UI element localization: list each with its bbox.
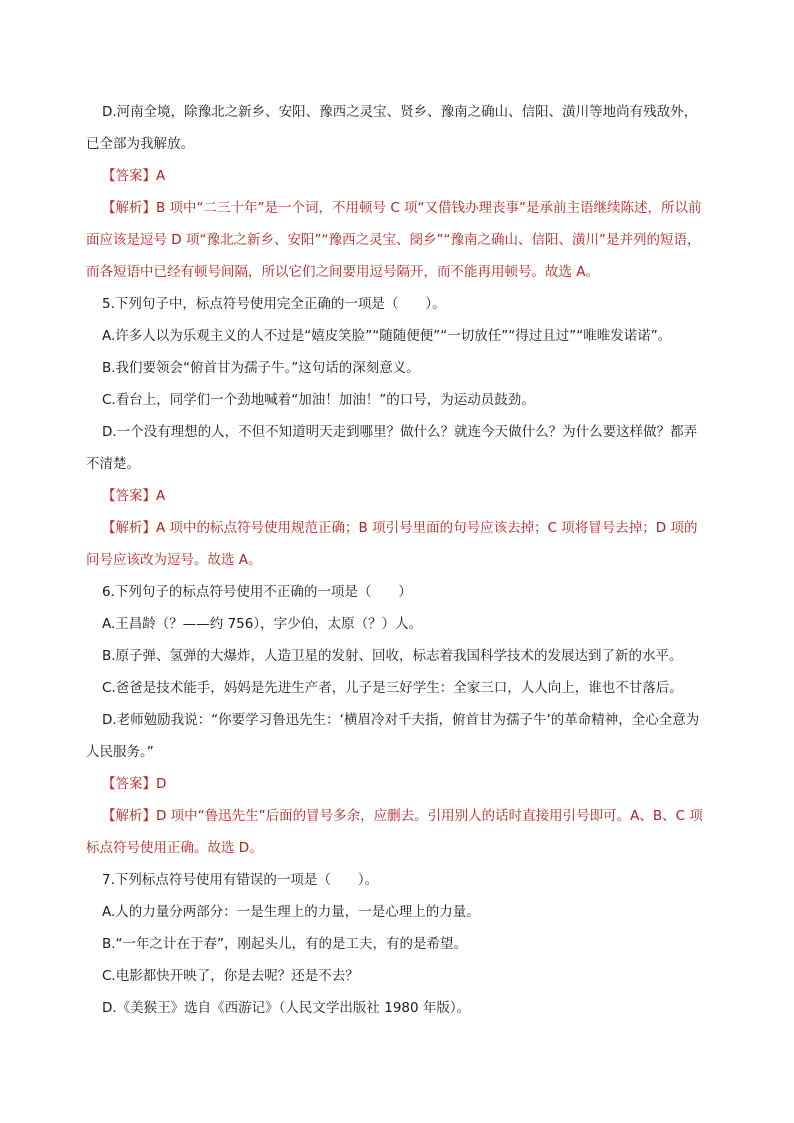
analysis-text: D 项中“鲁迅先生”后面的冒号多余，应删去。引用别人的话时直接用引号即可。A、B、C 项标点符号使用正确。故选 D。 xyxy=(86,808,703,856)
q6-analysis xyxy=(86,800,708,864)
answer-label: 【答案】 xyxy=(102,776,156,792)
q5-option-d: D.一个没有理想的人，不但不知道明天走到哪里？做什么？就连今天做什么？为什么要这样做？都弄不清楚。 xyxy=(86,424,698,472)
q7-option-a: A.人的力量分两部分：一是生理上的力量，一是心理上的力量。 xyxy=(102,904,480,920)
analysis-label: 【解析】 xyxy=(102,200,156,216)
q5-option-b: B.我们要领会“俯首甘为孺子牛。”这句话的深刻意义。 xyxy=(102,360,420,376)
answer-value: A xyxy=(156,168,166,184)
analysis-text: B 项中“二三十年”是一个词，不用顿号 C 项“又借钱办理丧事”是承前主语继续陈述，所以前面应该是逗号 D 项“豫北之新乡、安阳”“豫西之灵宝、阌乡”“豫南之确山、信阳、潢川”是并列的短语，而各短语中已经有顿号间隔，所以它们之间要用逗号隔开，而不能再用顿号。故选 A。 xyxy=(86,200,702,280)
answer-value: A xyxy=(156,488,166,504)
analysis-label: 【解析】 xyxy=(102,808,156,824)
q6-option-a: A.王昌龄（？——约 756），字少伯，太原（？）人。 xyxy=(102,616,423,632)
q4-option-d: D.河南全境，除豫北之新乡、安阳、豫西之灵宝、贤乡、豫南之确山、信阳、潢川等地尚有残敌外，已全部为我解放。 xyxy=(86,104,698,152)
q5-option-a: A.许多人以为乐观主义的人不过是“嬉皮笑脸”“随随便便”“一切放任”“得过且过”“唯唯发诺诺”。 xyxy=(102,328,672,344)
q7-stem: 7.下列标点符号使用有错误的一项是（ ）。 xyxy=(102,872,379,888)
q4-analysis xyxy=(86,192,708,288)
q7-option-b: B.“一年之计在于春”，刚起头儿，有的是工夫，有的是希望。 xyxy=(102,936,468,952)
q7-option-d: D.《美猴王》选自《西游记》（人民文学出版社 1980 年版）。 xyxy=(102,1000,471,1016)
q6-answer xyxy=(86,768,708,800)
q5-answer xyxy=(86,480,708,512)
q7-option-c: C.电影都快开映了，你是去呢？还是不去？ xyxy=(102,968,359,984)
q6-option-d: D.老师勉励我说：“你要学习鲁迅先生：‘横眉冷对千夫指，俯首甘为孺子牛’的革命精神，全心全意为人民服务。” xyxy=(86,712,700,760)
answer-value: D xyxy=(156,776,167,792)
analysis-label: 【解析】 xyxy=(102,520,156,536)
q5-option-c: C.看台上，同学们一个劲地喊着“加油！加油！”的口号，为运动员鼓劲。 xyxy=(102,392,535,408)
answer-label: 【答案】 xyxy=(102,488,156,504)
q5-stem: 5.下列句子中，标点符号使用完全正确的一项是（ ）。 xyxy=(102,296,446,312)
q6-option-c: C.爸爸是技术能手，妈妈是先进生产者，儿子是三好学生：全家三口，人人向上，谁也不甘落后。 xyxy=(102,680,683,696)
analysis-text: A 项中的标点符号使用规范正确；B 项引号里面的句号应该去掉；C 项将冒号去掉；D 项的问号应该改为逗号。故选 A。 xyxy=(86,520,698,568)
answer-label: 【答案】 xyxy=(102,168,156,184)
q4-answer xyxy=(86,160,708,192)
q6-stem: 6.下列句子的标点符号使用不正确的一项是（ ） xyxy=(102,584,412,600)
q5-analysis xyxy=(86,512,708,576)
q6-option-b: B.原子弹、氢弹的大爆炸，人造卫星的发射、回收，标志着我国科学技术的发展达到了新的水平。 xyxy=(102,648,683,664)
